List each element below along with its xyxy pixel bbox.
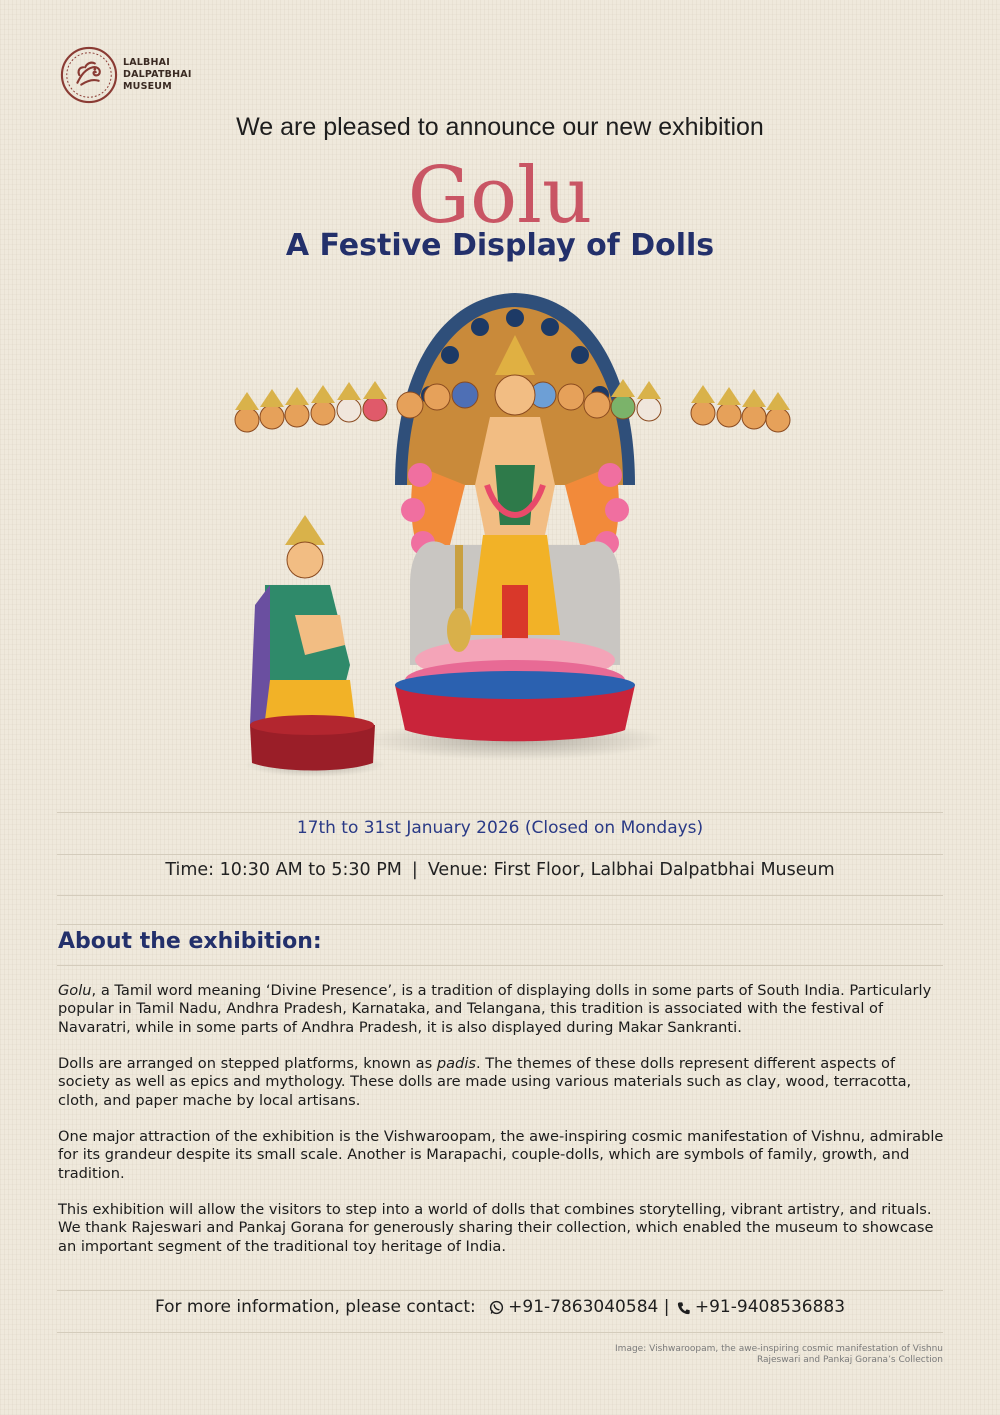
exhibition-dates: 17th to 31st January 2026 (Closed on Mondays) <box>296 818 704 838</box>
golu-italic: Golu <box>58 982 92 999</box>
time-venue-line <box>0 860 1000 880</box>
phone-icon <box>677 1301 691 1315</box>
phone-number[interactable]: +91-9408536883 <box>694 1297 846 1317</box>
logo-line-2: DALPATBHAI <box>123 69 192 80</box>
about-paragraph-1-text: , a Tamil word meaning ‘Divine Presence’, is a tradition of displaying dolls in some parts of South India. Particularly popular in Tamil Nadu, Andhra Pradesh, Karnataka, and Telangana, this tradition is associated with the festival of Navaratri, while in some parts of Andhra Pradesh, it is also displayed during Makar Sankranti. <box>58 982 932 1036</box>
divider <box>57 965 943 966</box>
about-paragraph-3: One major attraction of the exhibition is the Vishwaroopam, the awe-inspiring cosmic manifestation of Vishnu, admirable for its grandeur despite its small scale. Another is Marapachi, couple-dolls, which are symbols of family, growth, and tradition. <box>58 1128 944 1182</box>
whatsapp-icon <box>489 1300 504 1315</box>
about-paragraph-4: This exhibition will allow the visitors to step into a world of dolls that combines storytelling, vibrant artistry, and rituals. We thank Rajeswari and Pankaj Gorana for generously sharing their collection, which enabled the museum to showcase an important segment of the traditional toy heritage of India. <box>58 1201 934 1255</box>
whatsapp-number[interactable]: +91-7863040584 <box>508 1297 659 1317</box>
logo-line-1: LALBHAI <box>123 57 170 68</box>
divider <box>57 1332 943 1333</box>
exhibition-venue: Venue: First Floor, Lalbhai Dalpatbhai Museum <box>427 860 835 880</box>
museum-logo <box>60 46 192 104</box>
vishwaroopam-doll-image <box>225 285 800 785</box>
about-paragraph-2-start: Dolls are arranged on stepped platforms, known as <box>58 1055 437 1072</box>
contact-separator: | <box>663 1297 670 1317</box>
about-paragraph-2-text: . The themes of these dolls represent different aspects of society as well as epics and mythology. These dolls are made using various materials such as clay, wood, terracotta, cloth, and paper mache by local artisans. <box>58 1055 912 1109</box>
about-paragraph-1 <box>58 982 948 1037</box>
about-paragraph-2 <box>58 1055 948 1110</box>
time-venue-separator: | <box>411 860 418 880</box>
announcement-text: We are pleased to announce our new exhibition <box>236 113 764 141</box>
exhibition-subtitle: A Festive Display of Dolls <box>285 228 715 263</box>
divider <box>57 924 943 925</box>
divider <box>57 1290 943 1291</box>
exhibition-time: Time: 10:30 AM to 5:30 PM <box>165 860 402 880</box>
divider <box>57 854 943 855</box>
logo-wordmark <box>123 57 192 93</box>
credit-line-1: Image: Vishwaroopam, the awe-inspiring cosmic manifestation of Vishnu <box>615 1344 943 1354</box>
about-heading: About the exhibition: <box>58 929 322 954</box>
logo-line-3: MUSEUM <box>123 81 172 92</box>
contact-line <box>0 1297 1000 1317</box>
contact-label: For more information, please contact: <box>154 1297 476 1317</box>
divider <box>57 812 943 813</box>
image-credit <box>615 1344 943 1366</box>
credit-line-2: Rajeswari and Pankaj Gorana’s Collection <box>756 1355 943 1365</box>
padis-italic: padis <box>436 1055 476 1072</box>
divider <box>57 895 943 896</box>
museum-emblem-icon <box>60 46 118 104</box>
exhibition-title: Golu <box>407 151 593 241</box>
